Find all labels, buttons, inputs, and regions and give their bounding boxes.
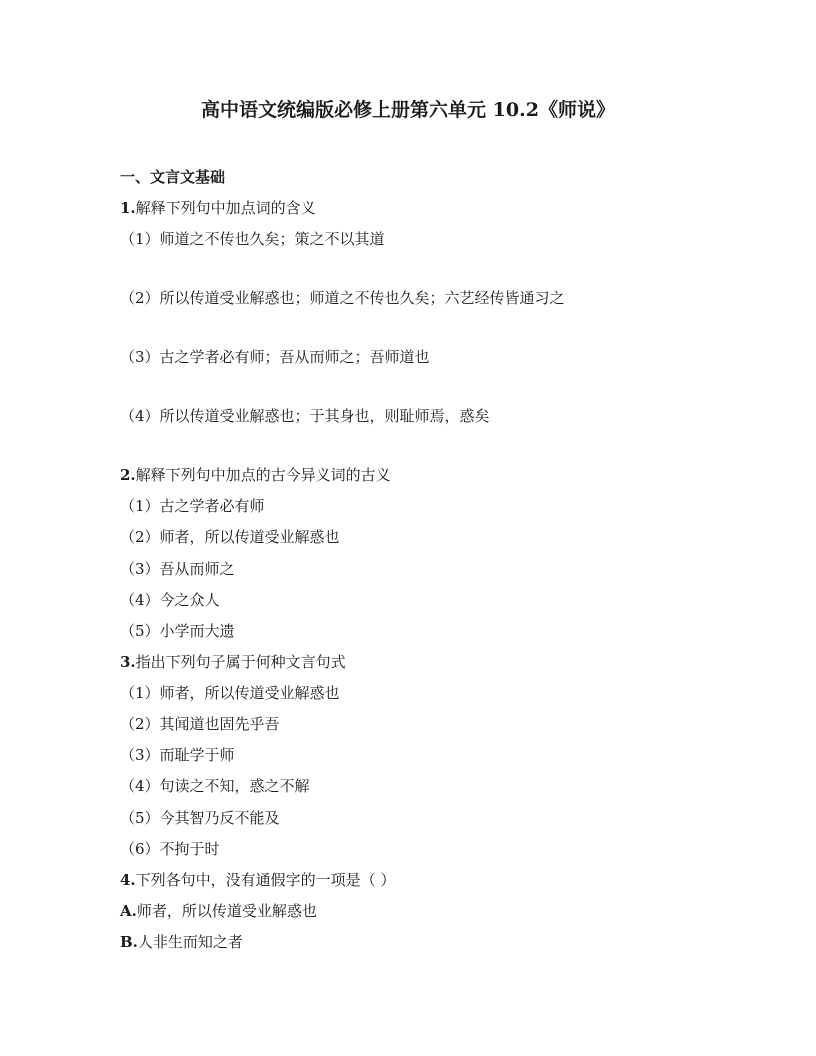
q1-item-2: （2）所以传道受业解惑也；师道之不传也久矣；六艺经传皆通习之 [120,289,565,307]
q2-item-2: （2）师者，所以传道受业解惑也 [120,528,340,546]
q3-item-4: （4）句读之不知，惑之不解 [120,777,310,795]
q2-item-4: （4）今之众人 [120,591,220,609]
question-3 [120,651,740,673]
q4-option-a [120,900,740,922]
question-2 [120,464,740,486]
option-letter: A. [120,902,137,920]
q1-item-1: （1）师道之不传也久矣；策之不以其道 [120,230,385,248]
q3-item-6: （6）不拘于时 [120,840,220,858]
option-text: 人非生而知之者 [137,933,243,951]
document-title: 高中语文统编版必修上册第六单元 10.2《师说》 [201,99,615,121]
q2-item-5: （5）小学而大遗 [120,622,235,640]
question-1 [120,197,740,219]
q3-item-1: （1）师者，所以传道受业解惑也 [120,684,340,702]
q2-item-1: （1）古之学者必有师 [120,497,265,515]
q1-item-4: （4）所以传道受业解惑也；于其身也，则耻师焉，惑矣 [120,407,490,425]
option-text: 师者，所以传道受业解惑也 [136,902,317,920]
question-number: 1. [120,199,136,217]
section-heading: 一、文言文基础 [120,168,226,186]
option-letter: B. [120,933,138,951]
q2-item-3: （3）吾从而师之 [120,560,235,578]
question-stem: 解释下列句中加点的古今异义词的古义 [135,466,391,484]
q4-option-b [120,931,740,953]
question-number: 4. [120,871,136,889]
question-stem: 下列各句中，没有通假字的一项是（ ） [135,871,396,889]
question-4 [120,869,740,891]
question-number: 3. [120,653,136,671]
q3-item-2: （2）其闻道也固先乎吾 [120,715,280,733]
q1-item-3: （3）古之学者必有师；吾从而师之；吾师道也 [120,348,430,366]
question-stem: 指出下列句子属于何种文言句式 [135,653,346,671]
question-number: 2. [120,466,136,484]
q3-item-5: （5）今其智乃反不能及 [120,809,280,827]
q3-item-3: （3）而耻学于师 [120,746,235,764]
question-stem: 解释下列句中加点词的含义 [135,199,316,217]
